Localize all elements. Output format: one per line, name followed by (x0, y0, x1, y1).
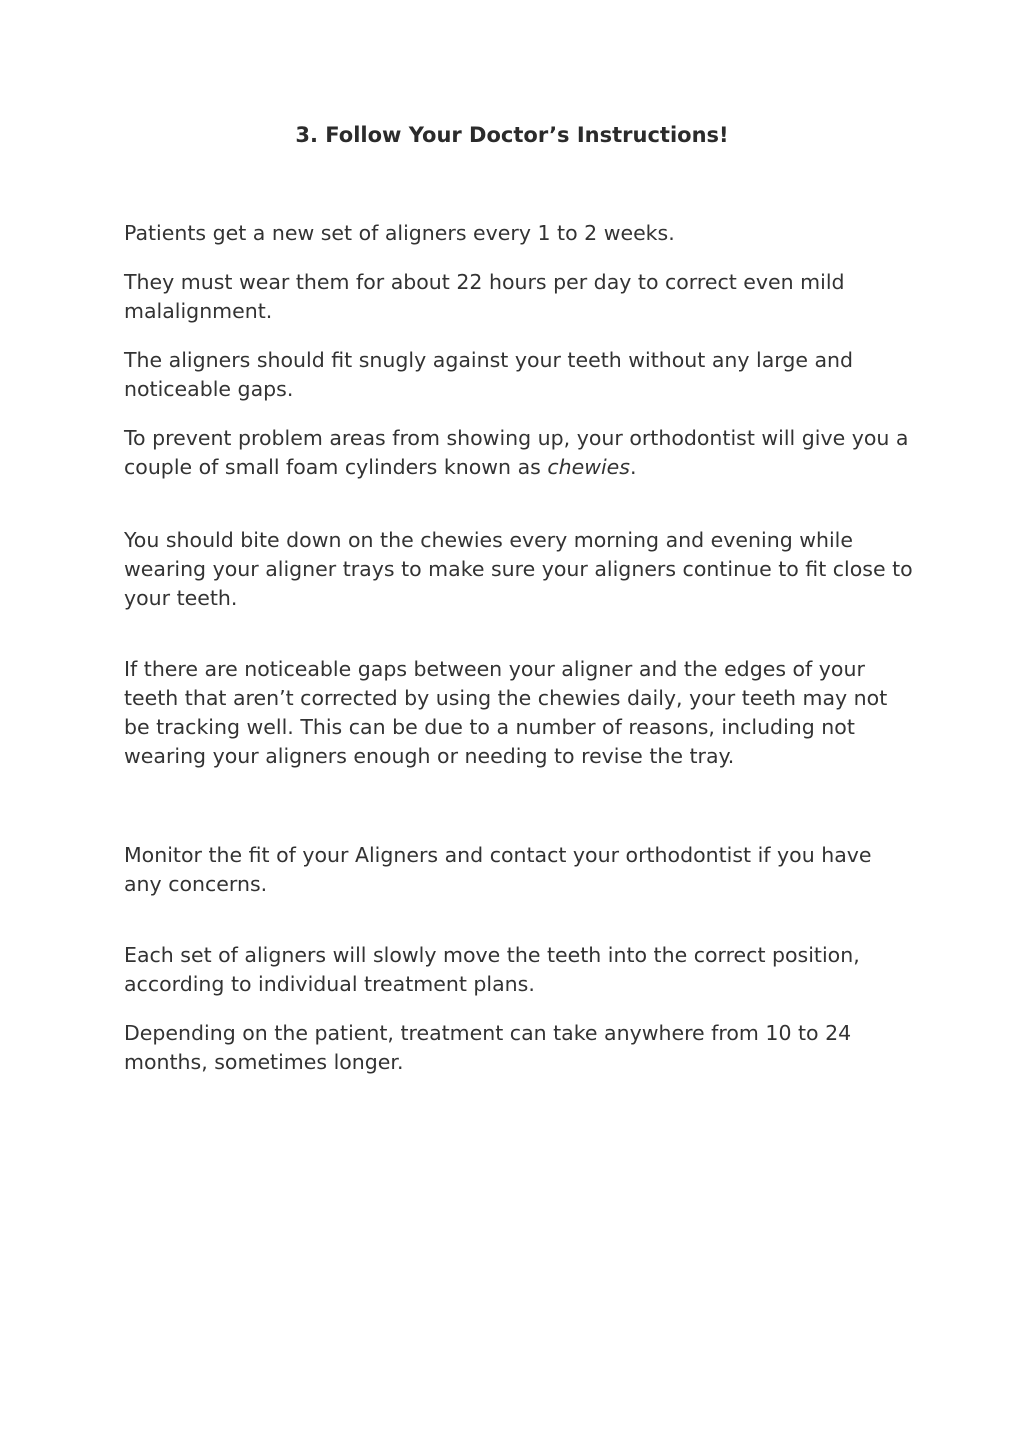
paragraph-monitor-fit: Monitor the fit of your Aligners and contact your orthodontist if you have any concerns. (124, 843, 872, 896)
paragraph-bite-chewies: You should bite down on the chewies every morning and evening while wearing your aligner trays to make sure your aligners continue to fit close to your teeth. (124, 528, 913, 610)
paragraph-wear-hours: They must wear them for about 22 hours per day to correct even mild malalignment. (124, 270, 845, 323)
paragraph-chewies-end: . (629, 455, 637, 479)
paragraph-chewies-intro (124, 424, 914, 482)
paragraph-treatment-duration: Depending on the patient, treatment can take anywhere from 10 to 24 months, sometimes longer. (124, 1021, 852, 1074)
paragraph-move-teeth: Each set of aligners will slowly move the teeth into the correct position, according to individual treatment plans. (124, 943, 860, 996)
chewies-term: chewies (547, 455, 630, 479)
paragraph-chewies-text: To prevent problem areas from showing up, your orthodontist will give you a couple of small foam cylinders known as (124, 426, 909, 479)
paragraph-new-aligners: Patients get a new set of aligners every 1 to 2 weeks. (124, 221, 675, 245)
page-title: 3. Follow Your Doctor’s Instructions! (295, 123, 729, 147)
paragraph-noticeable-gaps: If there are noticeable gaps between your aligner and the edges of your teeth that aren’t corrected by using the chewies daily, your teeth may not be tracking well. This can be due to a number of reasons, including not wearing your aligners enough or needing to revise the tray. (124, 657, 888, 768)
paragraph-fit-snugly: The aligners should fit snugly against your teeth without any large and noticeable gaps. (124, 348, 854, 401)
